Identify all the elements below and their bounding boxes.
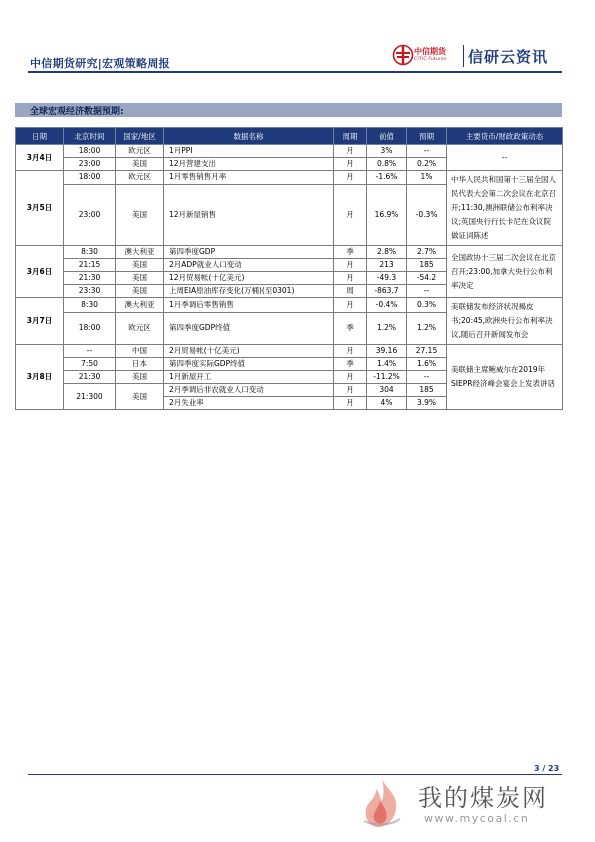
time-cell: 23:00 (64, 184, 116, 245)
indicator-cell: 1月零售销售月率 (164, 171, 334, 185)
period-cell: 月 (334, 397, 367, 410)
period-cell: 周 (334, 285, 367, 298)
prev-cell: 4% (367, 397, 407, 410)
table-header-row (16, 128, 563, 145)
region-cell: 欧元区 (116, 312, 164, 344)
period-cell: 季 (334, 358, 367, 371)
report-title: 中信期货研究|宏观策略周报 (30, 57, 170, 70)
region-cell: 美国 (116, 158, 164, 171)
time-cell: 21:30 (64, 272, 116, 285)
region-cell: 美国 (116, 272, 164, 285)
region-cell: 日本 (116, 358, 164, 371)
section-title: 全球宏观经济数据预期: (30, 107, 124, 117)
indicator-cell: 12月营建支出 (164, 158, 334, 171)
exp-cell: -- (407, 145, 447, 158)
prev-cell: -863.7 (367, 285, 407, 298)
col-region: 国家/地区 (116, 128, 164, 145)
col-date: 日期 (16, 128, 64, 145)
time-cell: 18:00 (64, 145, 116, 158)
region-cell: 美国 (116, 184, 164, 245)
time-cell: 18:00 (64, 312, 116, 344)
table-row (16, 145, 563, 158)
time-cell: 7:50 (64, 358, 116, 371)
time-cell: 21:300 (64, 384, 116, 410)
exp-cell: 2.7% (407, 246, 447, 259)
policy-cell: 美联储主席鲍威尔在2019年SIEPR经济峰会宴会上发表讲话 (447, 345, 563, 410)
indicator-cell: 12月新屋销售 (164, 184, 334, 245)
time-cell: 18:00 (64, 171, 116, 185)
region-cell: 美国 (116, 371, 164, 384)
period-cell: 月 (334, 145, 367, 158)
header-separator (463, 45, 464, 67)
region-cell: 美国 (116, 384, 164, 410)
prev-cell: 2.8% (367, 246, 407, 259)
region-cell: 澳大利亚 (116, 246, 164, 259)
policy-cell: -- (447, 145, 563, 171)
col-period: 周期 (334, 128, 367, 145)
time-cell: 8:30 (64, 246, 116, 259)
prev-cell: 3% (367, 145, 407, 158)
time-cell: 21:15 (64, 259, 116, 272)
exp-cell: 185 (407, 384, 447, 397)
logo-en-text: CITIC Futures (414, 57, 447, 62)
col-time: 北京时间 (64, 128, 116, 145)
brand-name: 信研云资讯 (468, 48, 549, 66)
prev-cell: -0.4% (367, 298, 407, 313)
exp-cell: -54.2 (407, 272, 447, 285)
prev-cell: 1.4% (367, 358, 407, 371)
exp-cell: 3.9% (407, 397, 447, 410)
date-cell: 3月8日 (16, 345, 64, 410)
exp-cell: 1.2% (407, 312, 447, 344)
table-row (16, 171, 563, 185)
table-row (16, 298, 563, 313)
region-cell: 美国 (116, 285, 164, 298)
indicator-cell: 第四季度GDP (164, 246, 334, 259)
exp-cell: 27.15 (407, 345, 447, 358)
page-number: 3 / 23 (534, 764, 560, 773)
exp-cell: 1% (407, 171, 447, 185)
policy-cell: 美联储发布经济状况褐皮书;20:45,欧洲央行公布利率决议,随后召开新闻发布会 (447, 298, 563, 345)
citic-futures-logo (392, 42, 462, 72)
indicator-cell: 第四季度GDP终值 (164, 312, 334, 344)
header-rule (28, 71, 562, 73)
citic-logo-icon (392, 44, 414, 66)
footer-rule (28, 774, 562, 775)
period-cell: 月 (334, 272, 367, 285)
date-cell: 3月5日 (16, 171, 64, 246)
region-cell: 欧元区 (116, 171, 164, 185)
exp-cell: 185 (407, 259, 447, 272)
region-cell: 美国 (116, 259, 164, 272)
indicator-cell: 1月季调后零售销售 (164, 298, 334, 313)
col-policy: 主要货币/财政政策动态 (447, 128, 563, 145)
prev-cell: 1.2% (367, 312, 407, 344)
indicator-cell: 2月ADP就业人口变动 (164, 259, 334, 272)
prev-cell: -49.3 (367, 272, 407, 285)
exp-cell: 1.6% (407, 358, 447, 371)
time-cell: 21:30 (64, 371, 116, 384)
col-name: 数据名称 (164, 128, 334, 145)
exp-cell: 0.3% (407, 298, 447, 313)
period-cell: 月 (334, 298, 367, 313)
indicator-cell: 12月贸易帐(十亿美元) (164, 272, 334, 285)
indicator-cell: 2月失业率 (164, 397, 334, 410)
date-cell: 3月6日 (16, 246, 64, 298)
exp-cell: -0.3% (407, 184, 447, 245)
exp-cell: -- (407, 371, 447, 384)
policy-cell: 全国政协十三届二次会议在北京召开;23:00,加拿大央行公布利率决定 (447, 246, 563, 298)
macro-data-table (15, 127, 563, 410)
col-prev: 前值 (367, 128, 407, 145)
indicator-cell: 2月贸易帐(十亿美元) (164, 345, 334, 358)
exp-cell: -- (407, 285, 447, 298)
exp-cell: 0.2% (407, 158, 447, 171)
table-row (16, 345, 563, 358)
logo-cn-text: 中信期货 (414, 47, 446, 56)
period-cell: 月 (334, 171, 367, 185)
region-cell: 欧元区 (116, 145, 164, 158)
policy-cell: 中华人民共和国第十三届全国人民代表大会第二次会议在北京召开;11:30,澳洲联储公布利率决议;英国央行行长卡尼在众议院做证词陈述 (447, 171, 563, 246)
period-cell: 月 (334, 345, 367, 358)
date-cell: 3月4日 (16, 145, 64, 171)
table-row (16, 246, 563, 259)
indicator-cell: 上周EIA原油库存变化(万桶)(至0301) (164, 285, 334, 298)
indicator-cell: 第四季度实际GDP终值 (164, 358, 334, 371)
col-exp: 预期 (407, 128, 447, 145)
time-cell: 23:00 (64, 158, 116, 171)
period-cell: 月 (334, 158, 367, 171)
prev-cell: -11.2% (367, 371, 407, 384)
watermark-title: 我的煤炭网 (418, 784, 548, 812)
prev-cell: 304 (367, 384, 407, 397)
prev-cell: 213 (367, 259, 407, 272)
time-cell: -- (64, 345, 116, 358)
region-cell: 中国 (116, 345, 164, 358)
prev-cell: 16.9% (367, 184, 407, 245)
prev-cell: -1.6% (367, 171, 407, 185)
watermark-url: www.mycoal.cn (424, 812, 530, 825)
indicator-cell: 1月新屋开工 (164, 371, 334, 384)
period-cell: 月 (334, 384, 367, 397)
indicator-cell: 1月PPI (164, 145, 334, 158)
time-cell: 8:30 (64, 298, 116, 313)
period-cell: 季 (334, 312, 367, 344)
coal-flame-icon (358, 775, 406, 831)
period-cell: 月 (334, 259, 367, 272)
region-cell: 澳大利亚 (116, 298, 164, 313)
time-cell: 23:30 (64, 285, 116, 298)
prev-cell: 0.8% (367, 158, 407, 171)
period-cell: 月 (334, 371, 367, 384)
period-cell: 月 (334, 184, 367, 245)
indicator-cell: 2月季调后非农就业人口变动 (164, 384, 334, 397)
prev-cell: 39.16 (367, 345, 407, 358)
date-cell: 3月7日 (16, 298, 64, 345)
period-cell: 季 (334, 246, 367, 259)
